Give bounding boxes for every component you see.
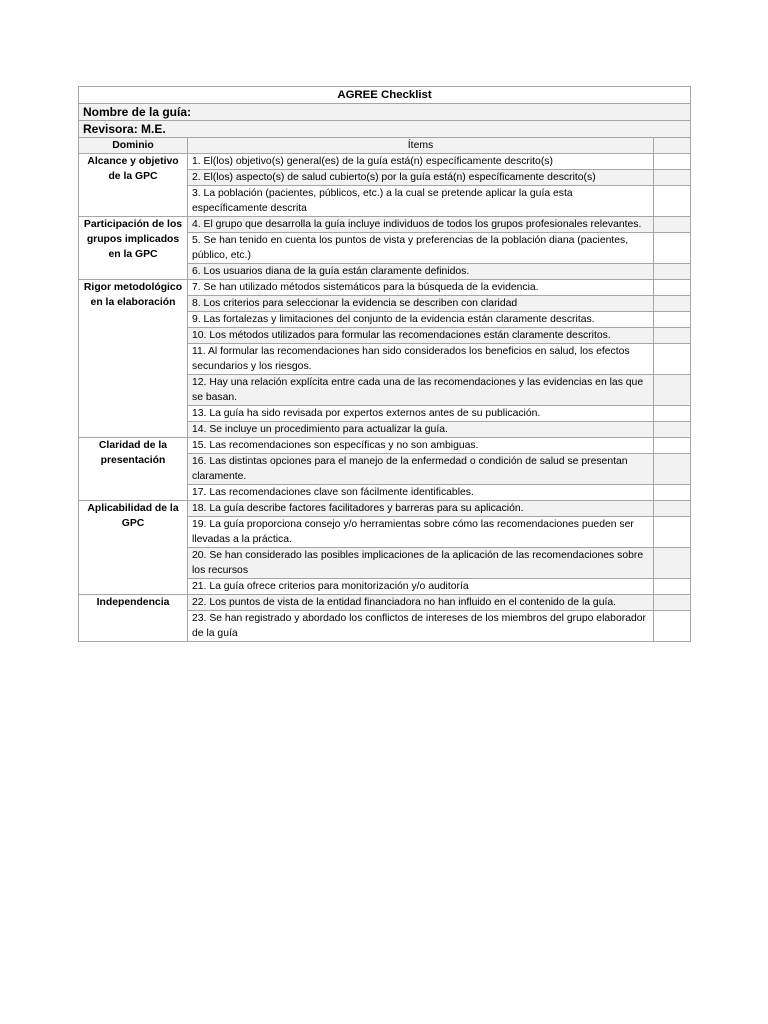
guide-name-row [79, 104, 691, 121]
items-column-header: Ítems [188, 138, 654, 154]
score-cell [654, 438, 691, 454]
item-text: 16. Las distintas opciones para el manejo de la enfermedad o condición de salud se presentan claramente. [188, 454, 654, 485]
item-text: 14. Se incluye un procedimiento para actualizar la guía. [188, 422, 654, 438]
item-text: 7. Se han utilizado métodos sistemáticos para la búsqueda de la evidencia. [188, 280, 654, 296]
item-text: 1. El(los) objetivo(s) general(es) de la guía está(n) específicamente descrito(s) [188, 154, 654, 170]
score-cell [654, 264, 691, 280]
item-row [79, 154, 691, 170]
checklist-title: AGREE Checklist [79, 87, 691, 104]
score-cell [654, 548, 691, 579]
score-cell [654, 280, 691, 296]
score-cell [654, 328, 691, 344]
title-row [79, 87, 691, 104]
domain-column-header: Dominio [79, 138, 188, 154]
reviewer-label: Revisora: M.E. [79, 121, 691, 138]
score-cell [654, 312, 691, 328]
agree-checklist-table [78, 86, 691, 642]
reviewer-row [79, 121, 691, 138]
score-cell [654, 579, 691, 595]
score-cell [654, 485, 691, 501]
item-text: 20. Se han considerado las posibles implicaciones de la aplicación de las recomendaciones sobre los recursos [188, 548, 654, 579]
item-row [79, 280, 691, 296]
score-cell [654, 422, 691, 438]
score-cell [654, 454, 691, 485]
item-text: 9. Las fortalezas y limitaciones del conjunto de la evidencia están claramente descritas. [188, 312, 654, 328]
domain-name: Alcance y objetivo de la GPC [79, 154, 188, 217]
item-text: 5. Se han tenido en cuenta los puntos de vista y preferencias de la población diana (pacientes, público, etc.) [188, 233, 654, 264]
item-text: 2. El(los) aspecto(s) de salud cubierto(s) por la guía está(n) específicamente descrito(s) [188, 170, 654, 186]
item-row [79, 595, 691, 611]
domain-name: Participación de los grupos implicados en la GPC [79, 217, 188, 280]
domain-name: Rigor metodológico en la elaboración [79, 280, 188, 438]
item-text: 18. La guía describe factores facilitadores y barreras para su aplicación. [188, 501, 654, 517]
score-cell [654, 375, 691, 406]
item-text: 22. Los puntos de vista de la entidad financiadora no han influido en el contenido de la guía. [188, 595, 654, 611]
score-cell [654, 154, 691, 170]
domain-name: Independencia [79, 595, 188, 642]
score-cell [654, 611, 691, 642]
item-text: 11. Al formular las recomendaciones han sido considerados los beneficios en salud, los efectos secundarios y los riesgos. [188, 344, 654, 375]
score-cell [654, 406, 691, 422]
item-row [79, 217, 691, 233]
score-cell [654, 501, 691, 517]
score-cell [654, 296, 691, 312]
item-row [79, 501, 691, 517]
item-text: 15. Las recomendaciones son específicas y no son ambiguas. [188, 438, 654, 454]
item-text: 12. Hay una relación explícita entre cada una de las recomendaciones y las evidencias en las que se basan. [188, 375, 654, 406]
item-text: 3. La población (pacientes, públicos, etc.) a la cual se pretende aplicar la guía esta específicamente descrita [188, 186, 654, 217]
score-cell [654, 217, 691, 233]
item-text: 19. La guía proporciona consejo y/o herramientas sobre cómo las recomendaciones pueden ser llevadas a la práctica. [188, 517, 654, 548]
score-cell [654, 186, 691, 217]
score-cell [654, 517, 691, 548]
domain-name: Claridad de la presentación [79, 438, 188, 501]
score-column-header [654, 138, 691, 154]
item-text: 13. La guía ha sido revisada por expertos externos antes de su publicación. [188, 406, 654, 422]
item-text: 8. Los criterios para seleccionar la evidencia se describen con claridad [188, 296, 654, 312]
score-cell [654, 595, 691, 611]
item-row [79, 438, 691, 454]
item-text: 10. Los métodos utilizados para formular las recomendaciones están claramente descritos. [188, 328, 654, 344]
score-cell [654, 233, 691, 264]
domain-name: Aplicabilidad de la GPC [79, 501, 188, 595]
header-row [79, 138, 691, 154]
score-cell [654, 170, 691, 186]
item-text: 6. Los usuarios diana de la guía están claramente definidos. [188, 264, 654, 280]
score-cell [654, 344, 691, 375]
guide-name-label: Nombre de la guía: [79, 104, 691, 121]
item-text: 21. La guía ofrece criterios para monitorización y/o auditoría [188, 579, 654, 595]
item-text: 17. Las recomendaciones clave son fácilmente identificables. [188, 485, 654, 501]
item-text: 23. Se han registrado y abordado los conflictos de intereses de los miembros del grupo elaborador de la guía [188, 611, 654, 642]
item-text: 4. El grupo que desarrolla la guía incluye individuos de todos los grupos profesionales relevantes. [188, 217, 654, 233]
